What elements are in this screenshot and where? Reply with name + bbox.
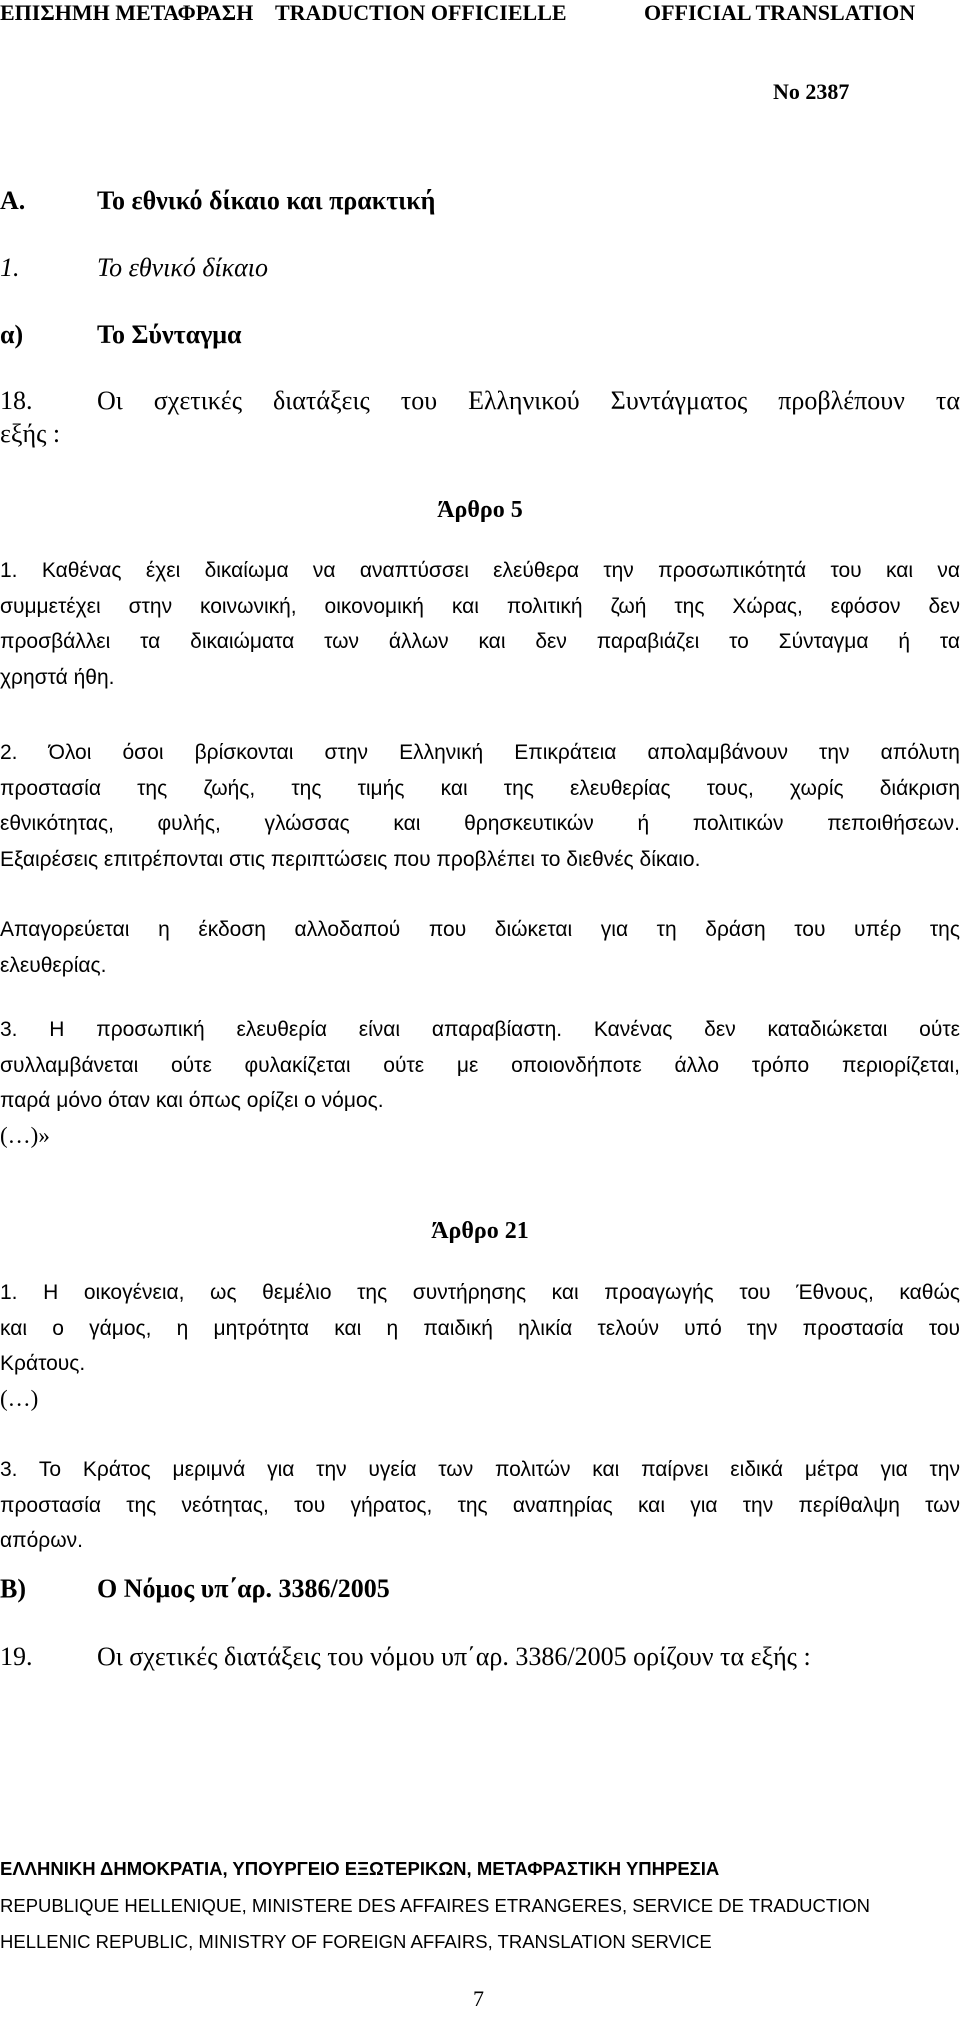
paragraph-line: χρηστά ήθη.	[0, 665, 115, 689]
paragraph-line: προσβάλλει τα δικαιώματα των άλλων και δεν παραβιάζει το Σύνταγμα ή τα	[0, 630, 960, 653]
header-greek: ΕΠΙΣΗΜΗ ΜΕΤΑΦΡΑΣΗ	[0, 0, 254, 25]
section-a-title: Το εθνικό δίκαιο και πρακτική	[97, 186, 436, 215]
para-19-text: Οι σχετικές διατάξεις του νόμου υπ΄αρ. 3386/2005 ορίζουν τα εξής :	[97, 1642, 811, 1671]
article-21-ellipsis: (…)	[0, 1386, 39, 1411]
article-5-paragraph-2	[0, 735, 960, 877]
article-5-ellipsis: (…)»	[0, 1123, 50, 1148]
page-number: 7	[473, 1986, 484, 2011]
serial-number: No 2387	[773, 79, 850, 104]
header-french: TRADUCTION OFFICIELLE	[275, 0, 567, 25]
header-english: OFFICIAL TRANSLATION	[644, 0, 916, 25]
section-b-marker: Β)	[0, 1574, 26, 1603]
section-b-title: Ο Νόμος υπ΄αρ. 3386/2005	[97, 1574, 390, 1603]
subsection-a-marker: α)	[0, 320, 24, 349]
paragraph-line: 3. Το Κράτος μεριμνά για την υγεία των πολιτών και παίρνει ειδικά μέτρα για την	[0, 1458, 960, 1481]
paragraph-line: 1. Καθένας έχει δικαίωμα να αναπτύσσει ελεύθερα την προσωπικότητά του και να	[0, 559, 960, 582]
article-21-paragraph-1	[0, 1275, 960, 1382]
paragraph-line: απόρων.	[0, 1529, 83, 1552]
article-5-heading: Άρθρο 5	[437, 497, 523, 523]
section-a-marker: Α.	[0, 186, 26, 215]
paragraph-line: ελευθερίας.	[0, 953, 107, 977]
article-5-paragraph-2b	[0, 912, 960, 983]
paragraph-line: εθνικότητας, φυλής, γλώσσας και θρησκευτικών ή πολιτικών πεποιθήσεων.	[0, 812, 960, 835]
subsection-a-title: Το Σύνταγμα	[97, 320, 242, 349]
paragraph-line: Εξαιρέσεις επιτρέπονται στις περιπτώσεις που προβλέπει το διεθνές δίκαιο.	[0, 847, 701, 871]
subsection-1-title: Το εθνικό δίκαιο	[97, 253, 269, 282]
paragraph-line: Κράτους.	[0, 1352, 86, 1375]
paragraph-line: συμμετέχει στην κοινωνική, οικονομική και πολιτική ζωή της Χώρας, εφόσον δεν	[0, 594, 960, 618]
para-18-number: 18.	[0, 386, 33, 415]
article-21-paragraph-3	[0, 1452, 960, 1559]
article-5-paragraph-3	[0, 1012, 960, 1119]
para-18-line1: Οι σχετικές διατάξεις του Ελληνικού Συντάγματος προβλέπουν τα	[97, 386, 960, 415]
paragraph-line: συλλαμβάνεται ούτε φυλακίζεται ούτε με οποιονδήποτε άλλο τρόπο περιορίζεται,	[0, 1053, 960, 1077]
paragraph-line: 3. Η προσωπική ελευθερία είναι απαραβίαστη. Κανένας δεν καταδιώκεται ούτε	[0, 1018, 960, 1041]
footer-greek: ΕΛΛΗΝΙΚΗ ΔΗΜΟΚΡΑΤΙΑ, ΥΠΟΥΡΓΕΙΟ ΕΞΩΤΕΡΙΚΩΝ, ΜΕΤΑΦΡΑΣΤΙΚΗ ΥΠΗΡΕΣΙΑ	[0, 1858, 720, 1879]
paragraph-line: προστασία της ζωής, της τιμής και της ελευθερίας τους, χωρίς διάκριση	[0, 776, 960, 800]
para-18-line2: εξής :	[0, 419, 61, 448]
paragraph-line: Απαγορεύεται η έκδοση αλλοδαπού που διώκεται για τη δράση του υπέρ της	[0, 918, 960, 941]
paragraph-line: και ο γάμος, η μητρότητα και η παιδική ηλικία τελούν υπό την προστασία του	[0, 1316, 960, 1340]
paragraph-line: προστασία της νεότητας, του γήρατος, της αναπηρίας και για την περίθαλψη των	[0, 1493, 960, 1517]
footer-english: HELLENIC REPUBLIC, MINISTRY OF FOREIGN AFFAIRS, TRANSLATION SERVICE	[0, 1931, 712, 1952]
article-5-paragraph-1	[0, 553, 960, 695]
article-21-heading: Άρθρο 21	[431, 1218, 529, 1244]
paragraph-line: παρά μόνο όταν και όπως ορίζει ο νόμος.	[0, 1089, 384, 1112]
para-19-number: 19.	[0, 1642, 33, 1671]
subsection-1-marker: 1.	[0, 253, 20, 282]
paragraph-line: 1. Η οικογένεια, ως θεμέλιο της συντήρησης και προαγωγής του Έθνους, καθώς	[0, 1281, 960, 1304]
paragraph-line: 2. Όλοι όσοι βρίσκονται στην Ελληνική Επικράτεια απολαμβάνουν την απόλυτη	[0, 741, 960, 764]
footer-french: REPUBLIQUE HELLENIQUE, MINISTERE DES AFFAIRES ETRANGERES, SERVICE DE TRADUCTION	[0, 1895, 871, 1916]
